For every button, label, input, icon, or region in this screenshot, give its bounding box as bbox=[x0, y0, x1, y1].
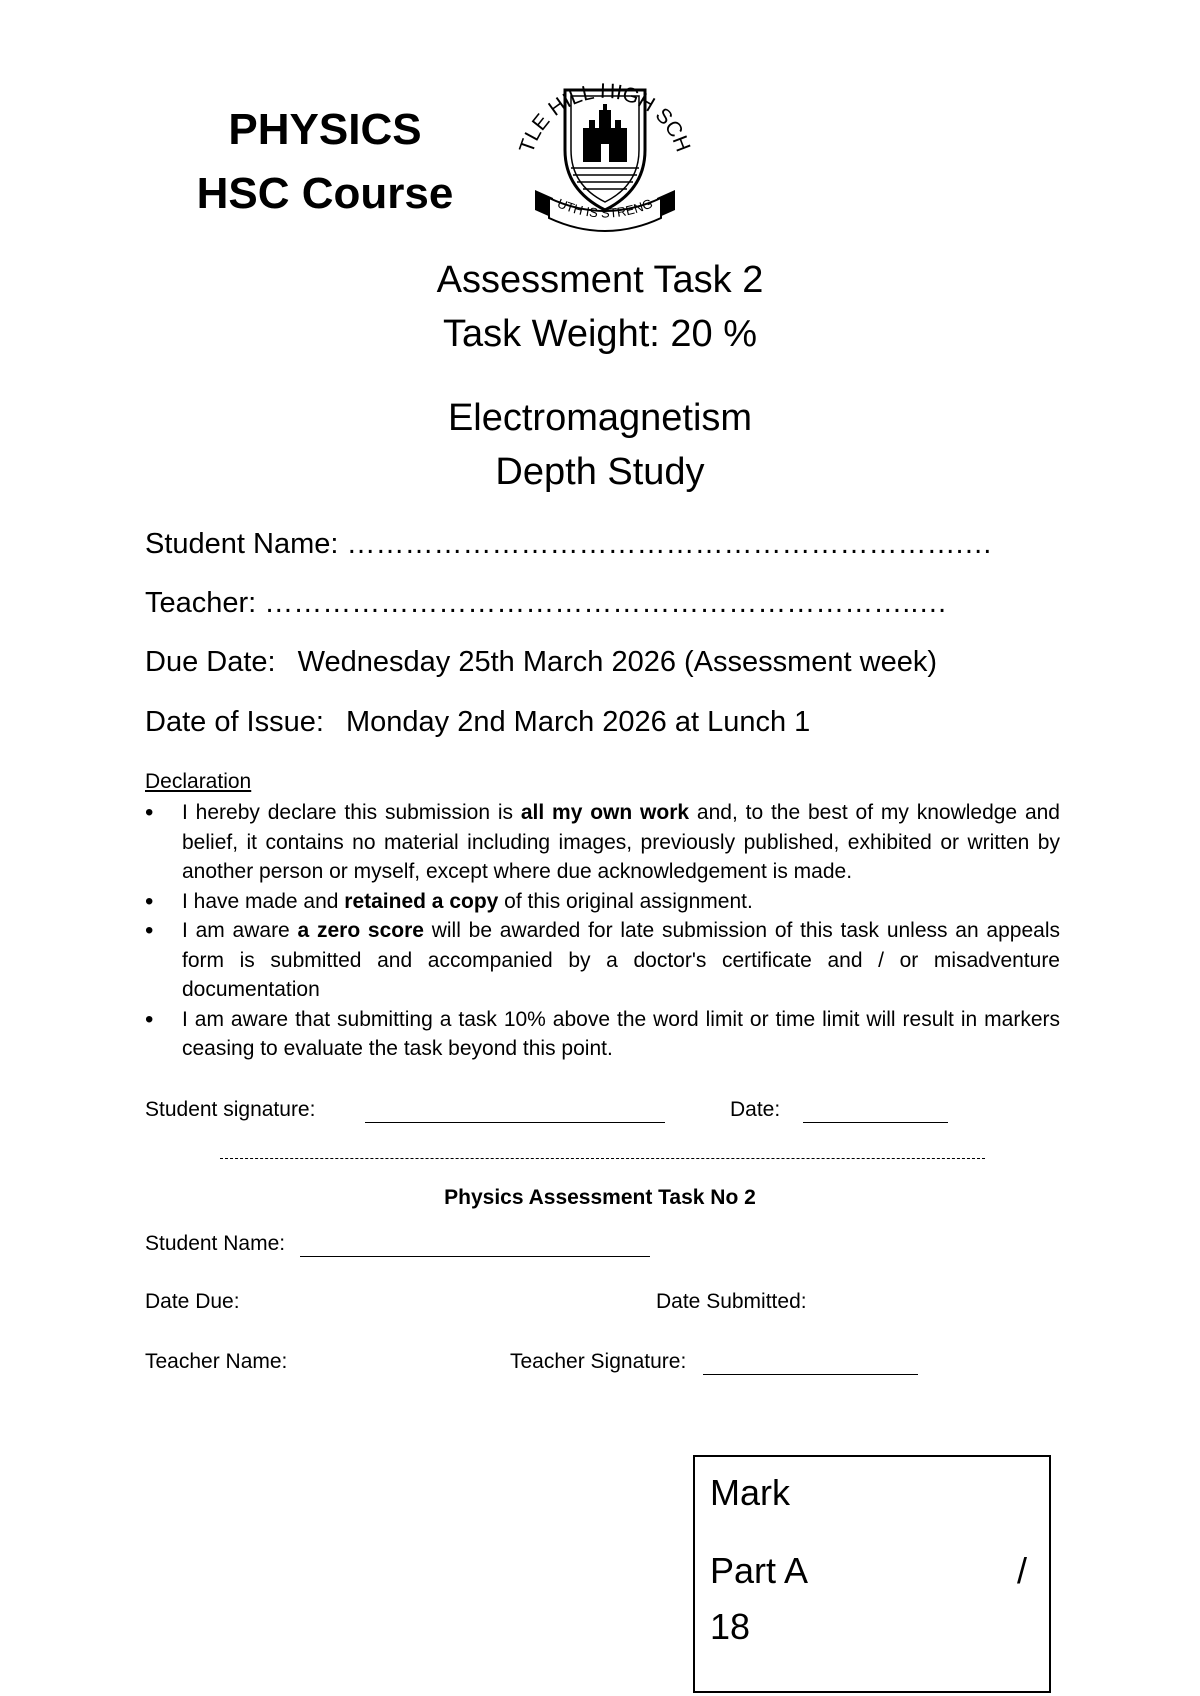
issue-date-value: Monday 2nd March 2026 at Lunch 1 bbox=[346, 706, 811, 738]
part-a-label: Part A bbox=[710, 1550, 809, 1591]
receipt-student-name-label: Student Name: bbox=[145, 1232, 286, 1255]
task-topic: Electromagnetism bbox=[447, 397, 753, 439]
crest-motto: UTH IS STRENG bbox=[555, 195, 655, 221]
student-name-label: Student Name: bbox=[145, 528, 339, 560]
teacher-dots: …………………………………………………………..… bbox=[264, 587, 948, 619]
mark-title: Mark bbox=[710, 1472, 790, 1513]
mark-slash: / bbox=[1017, 1550, 1028, 1591]
teacher-signature-line[interactable] bbox=[703, 1354, 918, 1375]
teacher-name-label: Teacher Name: bbox=[145, 1350, 288, 1373]
declaration-list bbox=[145, 798, 1060, 1064]
tear-off-divider bbox=[220, 1158, 985, 1159]
declaration-item: • I am aware that submitting a task 10% above the word limit or time limit will result in markers ceasing to evaluate the task beyond this point. bbox=[145, 1005, 1060, 1064]
student-name-dots: ……………………………………………………….… bbox=[346, 528, 993, 560]
teacher-signature-label: Teacher Signature: bbox=[510, 1350, 687, 1373]
part-a-total: 18 bbox=[710, 1606, 751, 1647]
due-date-row bbox=[145, 646, 937, 679]
date-submitted-label: Date Submitted: bbox=[656, 1290, 807, 1313]
task-weight: Task Weight: 20 % bbox=[442, 313, 757, 355]
due-date-label: Due Date: bbox=[145, 646, 276, 678]
task-topic-subtitle: Depth Study bbox=[495, 451, 705, 493]
student-signature-line[interactable] bbox=[365, 1102, 665, 1123]
student-signature-label: Student signature: bbox=[145, 1098, 316, 1121]
declaration-item: • I hereby declare this submission is all my own work and, to the best of my knowledge and belief, it contains no material including images, previously published, exhibited or written by another person or myself, except where due acknowledgement is made. bbox=[145, 798, 1060, 887]
crest-school-name: TLE HILL HIGH SCH bbox=[515, 79, 695, 156]
subject-title: PHYSICS bbox=[228, 105, 422, 154]
issue-date-row bbox=[145, 706, 810, 739]
declaration-item: • I have made and retained a copy of this original assignment. bbox=[145, 887, 1060, 917]
receipt-title: Physics Assessment Task No 2 bbox=[444, 1186, 756, 1209]
signature-date-line[interactable] bbox=[803, 1102, 948, 1123]
declaration-item: • I am aware a zero score will be awarded for late submission of this task unless an appeals form is submitted and accompanied by a doctor's certificate and / or misadventure documentation bbox=[145, 916, 1060, 1005]
date-due-label: Date Due: bbox=[145, 1290, 240, 1313]
school-crest-icon bbox=[505, 40, 705, 240]
teacher-label: Teacher: bbox=[145, 587, 257, 619]
receipt-student-name-line[interactable] bbox=[300, 1236, 650, 1257]
teacher-field[interactable] bbox=[145, 587, 947, 620]
declaration-title: Declaration bbox=[145, 770, 252, 793]
course-title: HSC Course bbox=[196, 169, 454, 218]
task-title: Assessment Task 2 bbox=[436, 259, 764, 301]
due-date-value: Wednesday 25th March 2026 (Assessment week) bbox=[297, 646, 938, 678]
signature-date-label: Date: bbox=[730, 1098, 781, 1121]
student-name-field[interactable] bbox=[145, 528, 993, 561]
mark-box bbox=[693, 1455, 1051, 1693]
issue-date-label: Date of Issue: bbox=[145, 706, 324, 738]
